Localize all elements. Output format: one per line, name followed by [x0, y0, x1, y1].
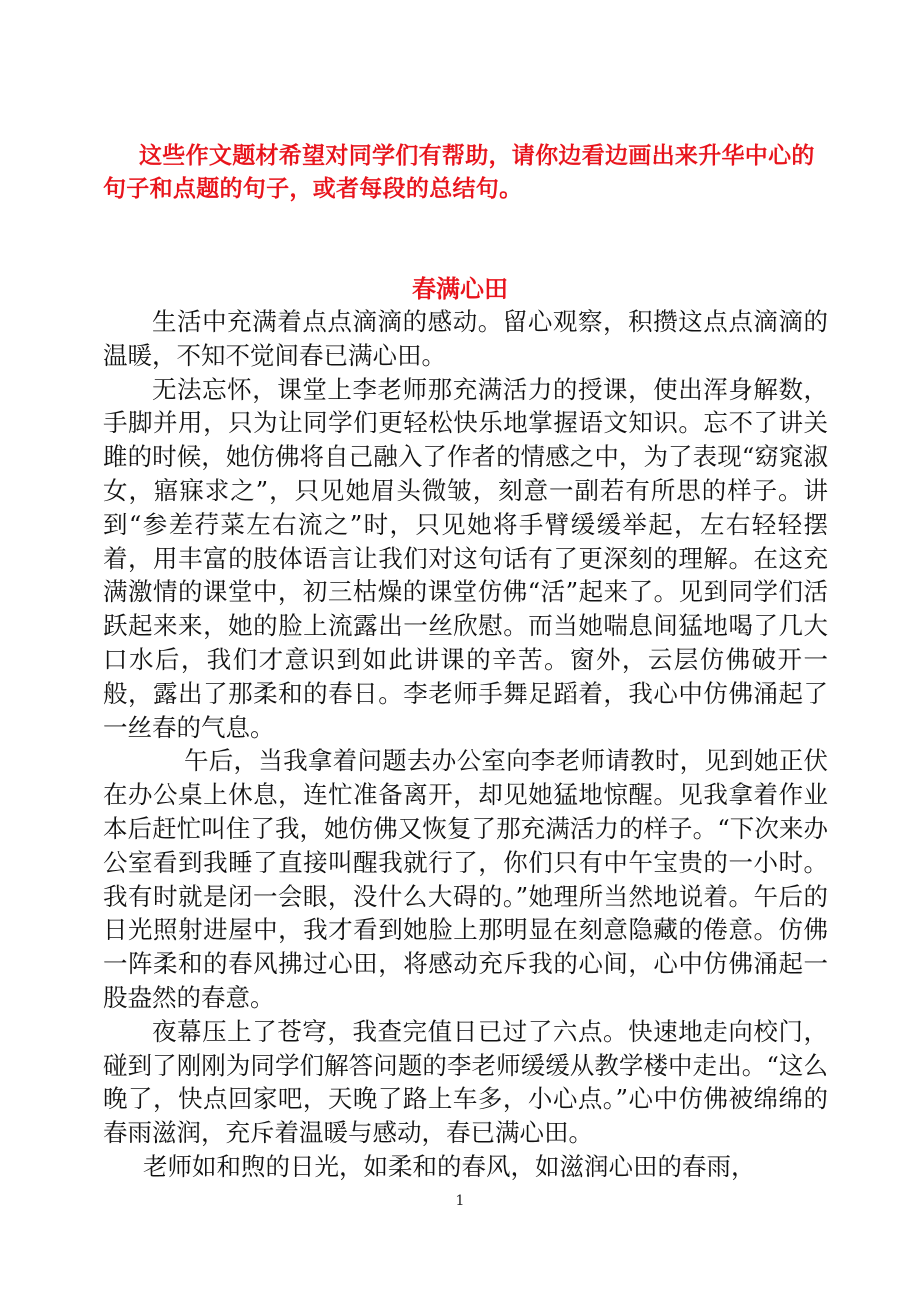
paragraph: 无法忘怀，课堂上李老师那充满活力的授课，使出浑身解数，手脚并用，只为让同学们更轻松快乐地掌握语文知识。忘不了讲关雎的时候，她仿佛将自己融入了作者的情感之中，为了表现“窈窕淑女，寤寐求之”，只见她眉头微皱，刻意一副若有所思的样子。讲到“参差荇菜左右流之”时，只见她将手臂缓缓举起，左右轻轻摆着，用丰富的肢体语言让我们对这句话有了更深刻的理解。在这充满激情的课堂中，初三枯燥的课堂仿佛“活”起来了。见到同学们活跃起来来，她的脸上流露出一丝欣慰。而当她喘息间猛地喝了几大口水后，我们才意识到如此讲课的辛苦。窗外，云层仿佛破开一般，露出了那柔和的春日。李老师手舞足蹈着，我心中仿佛涌起了一丝春的气息。 [103, 374, 828, 742]
paragraph: 夜幕压上了苍穹，我查完值日已过了六点。快速地走向校门，碰到了刚刚为同学们解答问题的李老师缓缓从教学楼中走出。“这么晚了，快点回家吧，天晚了路上车多，小心点。”心中仿佛被绵绵的春雨滋润，充斥着温暖与感动，春已满心田。 [103, 1016, 828, 1148]
paragraph: 午后，当我拿着问题去办公室向李老师请教时，见到她正伏在办公桌上休息，连忙准备离开，却见她猛地惊醒。见我拿着作业本后赶忙叫住了我，她仿佛又恢复了那充满活力的样子。“下次来办公室看到我睡了直接叫醒我就行了，你们只有中午宝贵的一小时。我有时就是闭一会眼，没什么大碍的。”她理所当然地说着。午后的日光照射进屋中，我才看到她脸上那明显在刻意隐藏的倦意。仿佛一阵柔和的春风拂过心田，将感动充斥我的心间，心中仿佛涌起一股盎然的春意。 [103, 746, 828, 1012]
essay-title: 春满心田 [412, 274, 508, 303]
page-number: 1 [455, 1193, 465, 1209]
essay-body [103, 305, 828, 1184]
intro-note: 这些作文题材希望对同学们有帮助，请你边看边画出来升华中心的句子和点题的句子，或者每段的总结句。 [103, 143, 815, 202]
paragraph: 老师如和煦的日光，如柔和的春风，如滋润心田的春雨， [143, 1151, 756, 1181]
paragraph: 生活中充满着点点滴滴的感动。留心观察，积攒这点点滴滴的温暖，不知不觉间春已满心田。 [103, 307, 828, 370]
